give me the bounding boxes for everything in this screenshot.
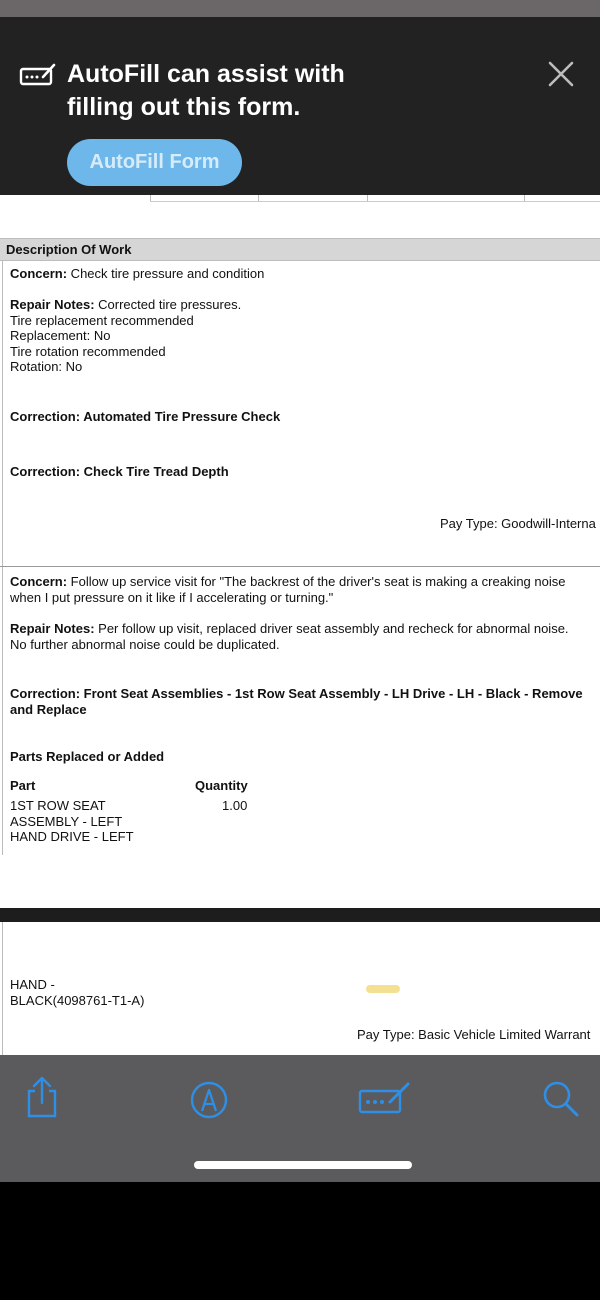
autofill-form-icon[interactable]	[357, 1081, 413, 1122]
quantity-column-header: Quantity	[195, 778, 248, 793]
autofill-form-icon	[19, 62, 57, 93]
autofill-banner	[0, 17, 600, 195]
section-title: Description Of Work	[0, 238, 600, 261]
document-page	[0, 195, 600, 1055]
concern-line-cont: when I put pressure on it like if I accelerating or turning."	[10, 589, 334, 605]
left-rule	[2, 567, 3, 855]
correction-line-cont: and Replace	[10, 702, 87, 717]
concern-line: Concern: Follow up service visit for "The backrest of the driver's seat is making a creaking noise	[10, 574, 566, 589]
parts-heading: Parts Replaced or Added	[10, 749, 165, 764]
quantity-cell: 1.00	[222, 798, 248, 813]
autofill-message	[67, 58, 397, 124]
concern-line: Concern: Check tire pressure and condition	[10, 266, 265, 281]
correction-line: Correction: Front Seat Assemblies - 1st Row Seat Assembly - LH Drive - LH - Black - Remove	[10, 686, 583, 701]
pay-type: Pay Type: Goodwill-Interna	[440, 516, 596, 531]
share-icon[interactable]	[24, 1075, 60, 1124]
home-indicator[interactable]	[194, 1161, 412, 1169]
note-line: Rotation: No	[10, 359, 83, 375]
part-cell: HAND -	[10, 977, 55, 992]
correction-line: Correction: Automated Tire Pressure Check	[10, 409, 281, 424]
status-bar-strip	[0, 0, 600, 17]
pay-type: Pay Type: Basic Vehicle Limited Warrant	[357, 1027, 591, 1042]
part-cell: ASSEMBLY - LEFT	[10, 813, 123, 829]
highlight-mark	[366, 985, 400, 993]
left-rule	[2, 922, 3, 1055]
table-top-border	[150, 195, 600, 202]
note-line: Replacement: No	[10, 328, 111, 344]
part-cell: HAND DRIVE - LEFT	[10, 829, 134, 845]
search-icon[interactable]	[541, 1079, 581, 1124]
correction-line: Correction: Check Tire Tread Depth	[10, 464, 229, 479]
divider	[0, 566, 600, 567]
page-break	[0, 908, 600, 922]
repair-notes-line: Repair Notes: Per follow up visit, replaced driver seat assembly and recheck for abnormal noise.	[10, 621, 569, 636]
autofill-message-line1: AutoFill can assist with	[67, 60, 345, 88]
part-cell: BLACK(4098761-T1-A)	[10, 992, 145, 1008]
markup-icon[interactable]	[189, 1080, 229, 1125]
part-column-header: Part	[10, 778, 36, 793]
autofill-form-button[interactable]: AutoFill Form	[67, 139, 242, 186]
autofill-message-line2: filling out this form.	[67, 93, 301, 121]
note-line: Tire rotation recommended	[10, 343, 166, 359]
close-icon[interactable]	[545, 58, 577, 90]
repair-notes-line-cont: No further abnormal noise could be duplicated.	[10, 636, 280, 652]
left-rule	[2, 261, 3, 566]
part-cell: 1ST ROW SEAT	[10, 798, 106, 813]
note-line: Tire replacement recommended	[10, 312, 194, 328]
repair-notes-line: Repair Notes: Corrected tire pressures.	[10, 297, 242, 312]
